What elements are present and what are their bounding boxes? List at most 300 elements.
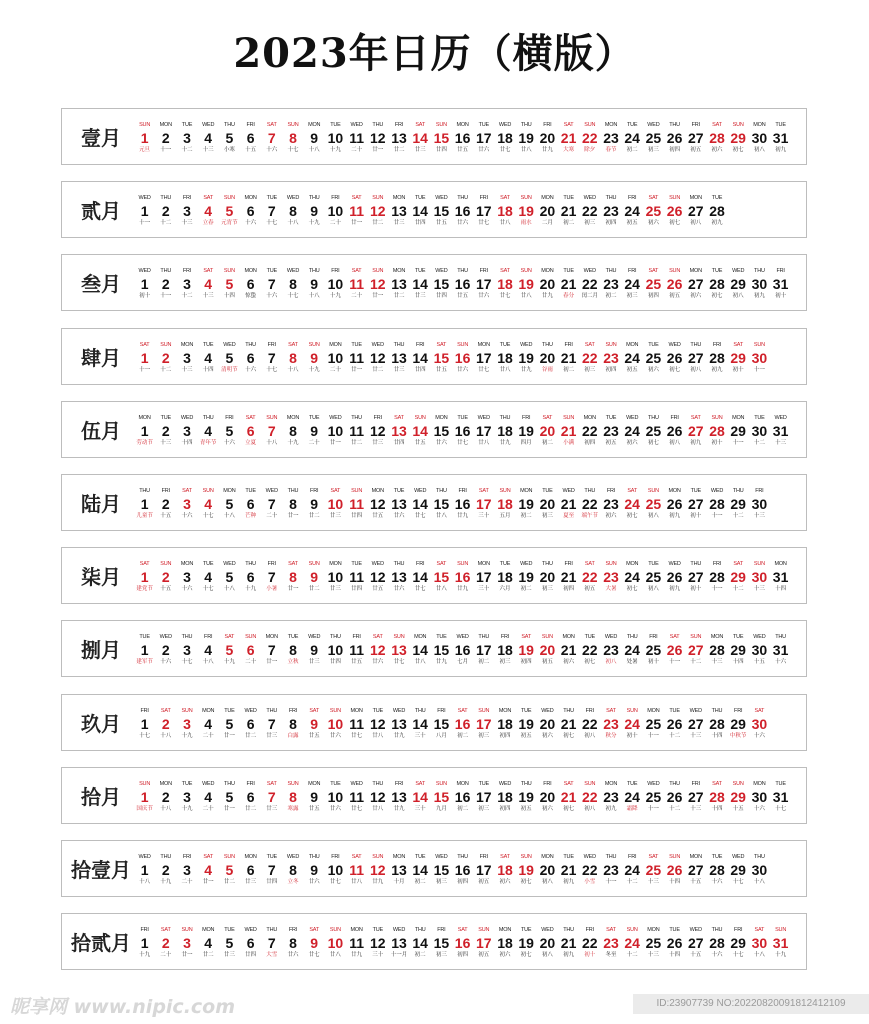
lunar-label: 廿五: [457, 147, 469, 153]
lunar-label: 初十: [711, 439, 723, 446]
day-number: 5: [225, 496, 234, 512]
day-number: 4: [204, 569, 213, 586]
weekday-label: THU: [139, 488, 150, 494]
day-number: 3: [183, 349, 191, 366]
lunar-label: 三十: [414, 732, 426, 739]
weekday-label: TUE: [414, 854, 426, 860]
day-number: 14: [412, 642, 428, 659]
day-number: 6: [246, 496, 255, 512]
lunar-label: 初七: [669, 366, 681, 373]
lunar-label: 十四: [711, 732, 723, 739]
day-number: 2: [161, 276, 170, 293]
weekday-label: THU: [690, 561, 702, 568]
weekday-label: FRI: [204, 634, 213, 641]
day-number: 24: [624, 422, 640, 439]
day-number: 23: [603, 935, 619, 952]
weekday-label: FRI: [437, 927, 446, 934]
weekday-label: THU: [605, 195, 617, 202]
weekday-label: SUN: [647, 488, 659, 494]
weekday-label: FRI: [140, 707, 149, 714]
lunar-label: 十四: [711, 805, 723, 812]
lunar-label: 十七: [181, 659, 193, 666]
weekday-label: SAT: [669, 634, 680, 641]
weekday-label: THU: [542, 341, 553, 348]
lunar-label: 初十: [690, 513, 702, 519]
weekday-label: SUN: [160, 561, 172, 568]
weekday-label: SUN: [329, 707, 341, 714]
lunar-label: 廿三: [372, 439, 384, 446]
lunar-label: 廿一: [223, 805, 235, 812]
lunar-label: 廿九: [372, 879, 384, 885]
day-number: 15: [433, 349, 450, 366]
day-number: 13: [391, 642, 407, 659]
lunar-label: 初四: [499, 805, 511, 812]
weekday-label: SAT: [733, 561, 744, 568]
day-number: 1: [140, 788, 149, 805]
day-number: 14: [412, 349, 428, 366]
day-number: 16: [454, 422, 471, 439]
lunar-label: 除夕: [584, 147, 596, 153]
weekday-label: MON: [541, 268, 554, 275]
lunar-label: 十一: [139, 366, 151, 373]
lunar-label: 初二: [520, 513, 532, 519]
weekday-label: TUE: [414, 268, 426, 275]
weekday-label: FRI: [437, 707, 446, 714]
day-number: 25: [645, 276, 662, 293]
weekday-label: WED: [456, 634, 469, 641]
weekday-label: SAT: [521, 634, 532, 641]
lunar-label: 廿六: [372, 659, 384, 666]
lunar-label: 十一: [669, 659, 681, 666]
day-number: 10: [327, 422, 344, 439]
lunar-label: 廿五: [308, 805, 320, 812]
weekday-label: FRI: [246, 122, 255, 128]
day-number: 24: [624, 276, 640, 293]
weekday-label: SAT: [648, 195, 659, 202]
day-number: 7: [267, 276, 276, 293]
lunar-label: 十一: [711, 513, 723, 519]
day-number: 30: [751, 276, 768, 293]
lunar-label: 十八: [139, 879, 151, 885]
day-number: 6: [246, 788, 255, 805]
weekday-label: SAT: [224, 634, 235, 641]
day-number: 11: [349, 130, 364, 146]
weekday-label: MON: [626, 341, 639, 348]
day-number: 12: [369, 715, 386, 732]
lunar-label: 廿四: [414, 220, 426, 227]
weekday-label: SUN: [181, 707, 193, 714]
weekday-label: FRI: [628, 195, 637, 202]
weekday-label: SAT: [415, 780, 426, 787]
weekday-label: SUN: [584, 122, 596, 128]
lunar-label: 十五: [732, 805, 744, 812]
month-row: [61, 694, 807, 751]
lunar-label: 廿八: [520, 147, 532, 153]
lunar-label: 十二: [732, 586, 744, 593]
month-row: [61, 547, 807, 604]
weekday-label: SAT: [309, 927, 320, 934]
lunar-label: 初五: [584, 586, 596, 593]
lunar-label: 初七: [626, 586, 638, 593]
lunar-label: 十二: [690, 659, 702, 666]
day-number: 9: [310, 935, 319, 952]
lunar-label: 十月: [393, 879, 405, 885]
lunar-label: 初二: [478, 659, 490, 666]
day-number: 20: [539, 715, 556, 732]
day-cell: [749, 708, 770, 740]
day-number: 3: [183, 276, 191, 293]
day-number: 2: [161, 130, 170, 146]
weekday-label: MON: [414, 634, 427, 641]
lunar-label: 初八: [541, 952, 553, 959]
weekday-label: SUN: [478, 707, 490, 714]
lunar-label: 廿九: [393, 805, 405, 812]
weekday-label: FRI: [182, 854, 192, 860]
weekday-label: THU: [626, 634, 638, 641]
day-number: 24: [624, 569, 640, 586]
day-number: 28: [709, 203, 725, 220]
weekday-label: SUN: [414, 414, 426, 421]
day-number: 29: [730, 862, 746, 878]
day-number: 9: [310, 715, 319, 732]
weekday-label: WED: [626, 414, 639, 421]
weekday-label: THU: [669, 780, 680, 787]
lunar-label: 廿四: [351, 586, 363, 593]
weekday-label: MON: [308, 780, 321, 787]
weekday-label: SAT: [288, 561, 298, 568]
day-number: 9: [310, 569, 319, 586]
day-number: 15: [433, 130, 450, 146]
weekday-label: WED: [541, 707, 554, 714]
day-number: 15: [433, 715, 450, 732]
day-number: 20: [539, 349, 556, 366]
weekday-label: SAT: [584, 341, 595, 348]
day-number: 22: [581, 130, 598, 146]
weekday-label: TUE: [202, 341, 214, 348]
lunar-label: 十五: [160, 586, 172, 593]
lunar-label: 十八: [223, 586, 235, 593]
lunar-label: 廿七: [478, 366, 490, 373]
day-number: 18: [497, 349, 513, 366]
day-number: 17: [475, 130, 492, 146]
weekday-label: MON: [477, 561, 490, 568]
lunar-label: 初七: [669, 220, 681, 227]
day-number: 12: [369, 569, 386, 586]
day-number: 29: [730, 935, 746, 952]
day-number: 28: [709, 935, 725, 952]
day-number: 11: [349, 862, 364, 878]
weekday-label: SAT: [563, 122, 574, 128]
day-number: 30: [751, 862, 768, 878]
lunar-label: 初十: [626, 732, 638, 739]
day-number: 30: [751, 642, 768, 659]
day-number: 27: [687, 642, 704, 659]
day-number: 7: [267, 642, 276, 659]
lunar-label: 十八: [308, 147, 320, 153]
day-number: 9: [310, 788, 319, 805]
weekday-label: WED: [668, 341, 681, 348]
weekday-label: MON: [371, 488, 384, 494]
weekday-label: SAT: [500, 854, 510, 860]
day-number: 26: [666, 788, 683, 805]
day-number: 22: [581, 496, 598, 512]
lunar-label: 六月: [499, 586, 511, 593]
day-number: 5: [225, 203, 234, 220]
lunar-label: 初八: [690, 220, 702, 227]
day-number: 4: [204, 862, 213, 878]
day-number: 3: [183, 788, 191, 805]
day-number: 19: [518, 496, 534, 512]
weekday-label: TUE: [414, 195, 426, 202]
weekday-label: SAT: [690, 414, 701, 421]
weekday-label: MON: [435, 414, 448, 421]
weekday-label: THU: [160, 268, 172, 275]
weekday-label: TUE: [330, 780, 341, 787]
lunar-label: 霜降: [626, 805, 638, 812]
day-number: 12: [369, 788, 386, 805]
lunar-label: 国庆节: [136, 805, 153, 812]
weekday-label: SUN: [287, 122, 299, 128]
weekday-label: THU: [457, 195, 468, 202]
lunar-label: 十六: [711, 952, 723, 959]
day-number: 13: [391, 715, 407, 732]
weekday-label: WED: [583, 195, 596, 202]
lunar-label: 廿一: [287, 513, 299, 519]
weekday-label: MON: [668, 488, 681, 494]
lunar-label: 十九: [329, 293, 341, 300]
weekday-label: THU: [563, 927, 574, 934]
day-number: 28: [709, 276, 725, 293]
lunar-label: 廿三: [266, 732, 278, 739]
day-number: 25: [645, 788, 662, 805]
lunar-label: 儿童节: [136, 513, 153, 519]
weekday-label: THU: [605, 268, 617, 275]
day-number: 8: [289, 349, 297, 366]
day-number: 25: [645, 422, 662, 439]
lunar-label: 十三: [775, 439, 787, 446]
day-number: 24: [624, 349, 640, 366]
lunar-label: 廿四: [245, 952, 257, 959]
day-number: 15: [433, 203, 450, 220]
day-number: 6: [246, 276, 255, 293]
lunar-label: 初三: [478, 805, 490, 812]
lunar-label: 十二: [160, 220, 172, 227]
weekday-label: SUN: [690, 634, 702, 641]
lunar-label: 初三: [541, 586, 553, 593]
weekday-label: MON: [159, 122, 172, 128]
weekday-label: TUE: [690, 488, 701, 494]
day-number: 3: [183, 569, 191, 586]
day-number: 28: [709, 642, 725, 659]
weekday-label: MON: [350, 707, 363, 714]
weekday-label: SUN: [626, 927, 638, 934]
lunar-label: 廿五: [372, 586, 384, 593]
lunar-label: 廿四: [329, 659, 341, 666]
day-cell: [749, 342, 770, 374]
weekday-label: WED: [392, 707, 406, 714]
day-number: 15: [433, 569, 450, 586]
day-number: 7: [267, 203, 276, 220]
lunar-label: 廿三: [245, 879, 257, 885]
day-number: 11: [349, 642, 364, 659]
lunar-label: 十二: [732, 513, 744, 519]
day-number: 12: [369, 422, 386, 439]
day-number: 15: [433, 496, 450, 512]
lunar-label: 秋分: [605, 732, 617, 739]
day-number: 20: [539, 496, 556, 512]
weekday-label: WED: [435, 195, 448, 202]
weekday-label: SAT: [245, 414, 256, 421]
day-number: 15: [433, 422, 450, 439]
day-number: 9: [310, 349, 319, 366]
weekday-label: SAT: [606, 707, 616, 714]
day-number: 16: [454, 203, 471, 220]
weekday-label: THU: [711, 927, 723, 934]
day-number: 23: [603, 276, 619, 293]
lunar-label: 初四: [457, 879, 469, 885]
lunar-label: 十三: [647, 879, 659, 885]
lunar-label: 初八: [584, 805, 596, 812]
lunar-label: 十九: [139, 952, 151, 959]
day-cell: [770, 415, 791, 447]
weekday-label: SUN: [775, 927, 787, 934]
weekday-label: FRI: [543, 780, 552, 787]
lunar-label: 廿四: [435, 293, 447, 300]
day-number: 16: [454, 642, 471, 659]
lunar-label: 元旦: [139, 147, 151, 153]
weekday-label: THU: [202, 414, 214, 421]
lunar-label: 廿二: [308, 586, 320, 593]
day-number: 8: [289, 496, 297, 512]
lunar-label: 十一: [160, 147, 172, 153]
day-number: 24: [624, 715, 640, 732]
day-number: 4: [204, 935, 213, 952]
lunar-label: 劳动节: [136, 439, 153, 446]
weekday-label: WED: [180, 414, 194, 421]
weekday-label: FRI: [394, 780, 404, 787]
day-number: 27: [687, 422, 704, 439]
day-number: 28: [709, 715, 725, 732]
weekday-label: FRI: [691, 780, 700, 787]
weekday-label: SAT: [182, 488, 192, 494]
weekday-label: SAT: [415, 122, 426, 128]
lunar-label: 初十: [584, 952, 596, 959]
weekday-label: MON: [392, 854, 406, 860]
day-number: 9: [310, 862, 319, 878]
lunar-label: 初四: [457, 952, 469, 959]
day-number: 13: [391, 496, 407, 512]
day-number: 1: [140, 642, 149, 659]
weekday-label: TUE: [669, 927, 680, 934]
lunar-label: 廿七: [351, 805, 363, 812]
day-number: 11: [349, 788, 364, 805]
lunar-label: 十七: [266, 220, 278, 227]
weekday-label: TUE: [775, 122, 786, 128]
lunar-label: 十八: [753, 879, 765, 885]
weekday-label: SUN: [499, 488, 511, 494]
day-number: 18: [497, 788, 513, 805]
lunar-label: 初五: [669, 293, 681, 300]
lunar-label: 十四: [181, 439, 193, 446]
weekday-label: TUE: [287, 634, 299, 641]
lunar-label: 初十: [647, 659, 659, 666]
weekday-label: SUN: [605, 561, 617, 568]
lunar-label: 十四: [202, 366, 214, 373]
weekday-label: FRI: [712, 341, 722, 348]
weekday-label: FRI: [225, 414, 234, 421]
watermark-logo: 昵享网 www.nipic.com: [10, 996, 236, 1018]
lunar-label: 初三: [647, 147, 659, 153]
weekday-label: THU: [542, 561, 553, 568]
lunar-label: 十六: [711, 879, 723, 885]
day-number: 24: [624, 496, 640, 512]
day-number: 17: [475, 349, 492, 366]
weekday-label: SUN: [351, 488, 363, 494]
weekday-label: SUN: [541, 634, 553, 641]
day-number: 30: [751, 130, 768, 146]
weekday-label: SUN: [223, 854, 235, 860]
weekday-label: SAT: [754, 927, 765, 934]
weekday-label: SAT: [436, 341, 447, 348]
weekday-label: MON: [498, 707, 512, 714]
weekday-label: TUE: [266, 195, 277, 202]
day-number: 14: [412, 788, 428, 805]
weekday-label: TUE: [245, 488, 256, 494]
weekday-label: FRI: [479, 854, 488, 860]
lunar-label: 廿七: [351, 732, 363, 739]
day-number: 15: [433, 862, 450, 878]
day-number: 5: [225, 349, 234, 366]
day-number: 25: [645, 203, 662, 220]
weekday-label: THU: [414, 927, 426, 934]
weekday-label: TUE: [202, 561, 214, 568]
lunar-label: 廿八: [351, 879, 363, 885]
weekday-label: SUN: [139, 122, 151, 128]
lunar-label: 二十: [266, 513, 278, 519]
day-number: 12: [369, 349, 386, 366]
day-number: 18: [497, 642, 513, 659]
day-number: 20: [539, 422, 556, 439]
weekday-label: WED: [371, 341, 384, 348]
day-number: 1: [140, 496, 149, 512]
lunar-label: 十六: [266, 293, 278, 300]
lunar-label: 十三: [647, 952, 659, 959]
weekday-label: SAT: [330, 488, 341, 494]
day-cell: [749, 854, 770, 886]
weekday-label: FRI: [140, 927, 149, 934]
lunar-label: 廿五: [351, 659, 363, 666]
day-number: 2: [161, 862, 170, 878]
lunar-label: 十八: [223, 513, 235, 519]
weekday-label: THU: [669, 122, 680, 128]
weekday-label: THU: [605, 854, 617, 860]
weekday-label: SAT: [712, 122, 722, 128]
day-number: 7: [267, 715, 276, 732]
lunar-label: 十五: [690, 952, 702, 959]
weekday-label: SUN: [605, 341, 617, 348]
lunar-label: 廿五: [435, 220, 447, 227]
day-number: 5: [225, 715, 234, 732]
day-number: 23: [603, 496, 619, 512]
day-number: 25: [645, 862, 662, 878]
day-number: 25: [645, 715, 662, 732]
lunar-label: 廿九: [541, 147, 553, 153]
day-number: 31: [772, 422, 789, 439]
day-number: 29: [730, 788, 746, 805]
day-number: 12: [369, 203, 386, 220]
lunar-label: 初四: [584, 439, 596, 446]
weekday-label: THU: [308, 268, 320, 275]
